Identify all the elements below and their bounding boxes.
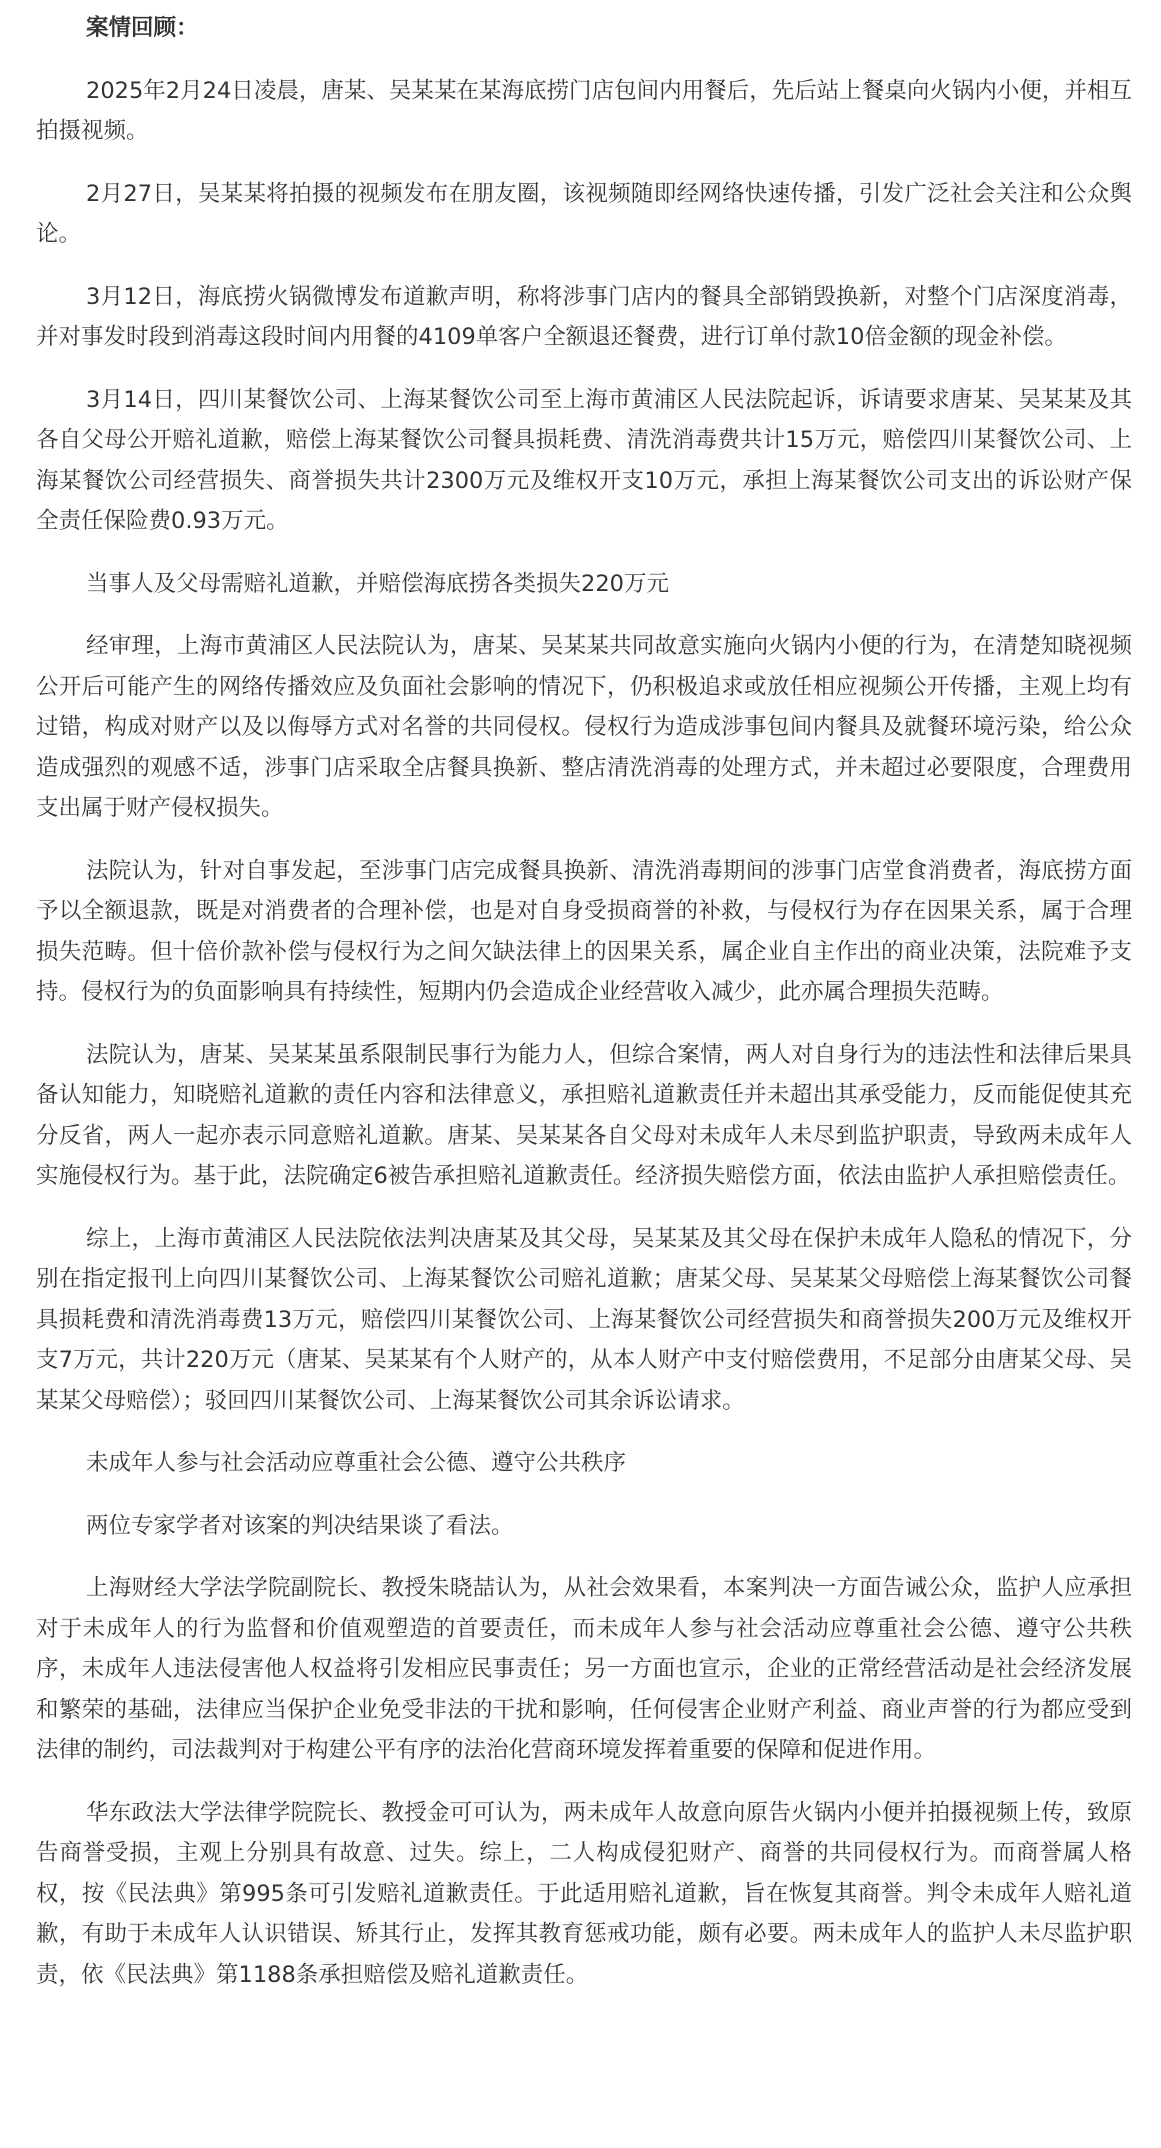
paragraph-apology-statement: 3月12日，海底捞火锅微博发布道歉声明，称将涉事门店内的餐具全部销毁换新，对整个门店深度消毒，并对事发时段到消毒这段时间内用餐的4109单客户全额退还餐费，进行订单付款10倍金额的现金补偿。 [36,283,1132,350]
section-heading-minors: 未成年人参与社会活动应尊重社会公德、遵守公共秩序 [86,1450,627,1476]
paragraph-lawsuit-filed: 3月14日，四川某餐饮公司、上海某餐饮公司至上海市黄浦区人民法院起诉，诉请要求唐某、吴某某及其各自父母公开赔礼道歉，赔偿上海某餐饮公司餐具损耗费、清洗消毒费共计15万元，赔偿四川某餐饮公司、上海某餐饮公司经营损失、商誉损失共计2300万元及维权开支10万元，承担上海某餐饮公司支出的诉讼财产保全责任保险费0.93万元。 [36,386,1132,534]
paragraph-court-trial: 经审理，上海市黄浦区人民法院认为，唐某、吴某某共同故意实施向火锅内小便的行为，在清楚知晓视频公开后可能产生的网络传播效应及负面社会影响的情况下，仍积极追求或放任相应视频公开传播，主观上均有过错，构成对财产以及以侮辱方式对名誉的共同侵权。侵权行为造成涉事包间内餐具及就餐环境污染，给公众造成强烈的观感不适，涉事门店采取全店餐具换新、整店清洗消毒的处理方式，并未超过必要限度，合理费用支出属于财产侵权损失。 [36,633,1132,821]
paragraph-judgment: 综上，上海市黄浦区人民法院依法判决唐某及其父母，吴某某及其父母在保护未成年人隐私的情况下，分别在指定报刊上向四川某餐饮公司、上海某餐饮公司赔礼道歉；唐某父母、吴某某父母赔偿上海某餐饮公司餐具损耗费和清洗消毒费13万元，赔偿四川某餐饮公司、上海某餐饮公司经营损失和商誉损失200万元及维权开支7万元，共计220万元（唐某、吴某某有个人财产的，从本人财产中支付赔偿费用，不足部分由唐某父母、吴某某父母赔偿）；驳回四川某餐饮公司、上海某餐饮公司其余诉讼请求。 [36,1225,1132,1414]
case-review-heading: 案情回顾： [86,15,199,41]
paragraph-expert-zhu: 上海财经大学法学院副院长、教授朱晓喆认为，从社会效果看，本案判决一方面告诫公众，监护人应承担对于未成年人的行为监督和价值观塑造的首要责任，而未成年人参与社会活动应尊重社会公德、遵守公共秩序，未成年人违法侵害他人权益将引发相应民事责任；另一方面也宣示，企业的正常经营活动是社会经济发展和繁荣的基础，法律应当保护企业免受非法的干扰和影响，任何侵害企业财产利益、商业声誉的行为都应受到法律的制约，司法裁判对于构建公平有序的法治化营商环境发挥着重要的保障和促进作用。 [36,1575,1132,1763]
paragraph-incident: 2025年2月24日凌晨，唐某、吴某某在某海底捞门店包间内用餐后，先后站上餐桌向火锅内小便，并相互拍摄视频。 [36,77,1132,144]
paragraph-court-refund-opinion: 法院认为，针对自事发起，至涉事门店完成餐具换新、清洗消毒期间的涉事门店堂食消费者，海底捞方面予以全额退款，既是对消费者的合理补偿，也是对自身受损商誉的补救，与侵权行为存在因果关系，属于合理损失范畴。但十倍价款补偿与侵权行为之间欠缺法律上的因果关系，属企业自主作出的商业决策，法院难予支持。侵权行为的负面影响具有持续性，短期内仍会造成企业经营收入减少，此亦属合理损失范畴。 [36,857,1132,1005]
paragraph-experts-intro: 两位专家学者对该案的判决结果谈了看法。 [86,1512,514,1539]
article-body [36,8,1132,2017]
paragraph-expert-jin: 华东政法大学法律学院院长、教授金可可认为，两未成年人故意向原告火锅内小便并拍摄视频上传，致原告商誉受损，主观上分别具有故意、过失。综上，二人构成侵犯财产、商誉的共同侵权行为。而商誉属人格权，按《民法典》第995条可引发赔礼道歉责任。于此适用赔礼道歉，旨在恢复其商誉。判令未成年人赔礼道歉，有助于未成年人认识错误、矫其行止，发挥其教育惩戒功能，颇有必要。两未成年人的监护人未尽监护职责，依《民法典》第1188条承担赔偿及赔礼道歉责任。 [36,1799,1132,1988]
paragraph-video-posted: 2月27日，吴某某将拍摄的视频发布在朋友圈，该视频随即经网络快速传播，引发广泛社会关注和公众舆论。 [36,180,1132,247]
paragraph-court-minors-opinion: 法院认为，唐某、吴某某虽系限制民事行为能力人，但综合案情，两人对自身行为的违法性和法律后果具备认知能力，知晓赔礼道歉的责任内容和法律意义，承担赔礼道歉责任并未超出其承受能力，反而能促使其充分反省，两人一起亦表示同意赔礼道歉。唐某、吴某某各自父母对未成年人未尽到监护职责，导致两未成年人实施侵权行为。基于此，法院确定6被告承担赔礼道歉责任。经济损失赔偿方面，依法由监护人承担赔偿责任。 [36,1041,1132,1189]
section-heading-compensation: 当事人及父母需赔礼道歉，并赔偿海底捞各类损失220万元 [86,570,669,597]
